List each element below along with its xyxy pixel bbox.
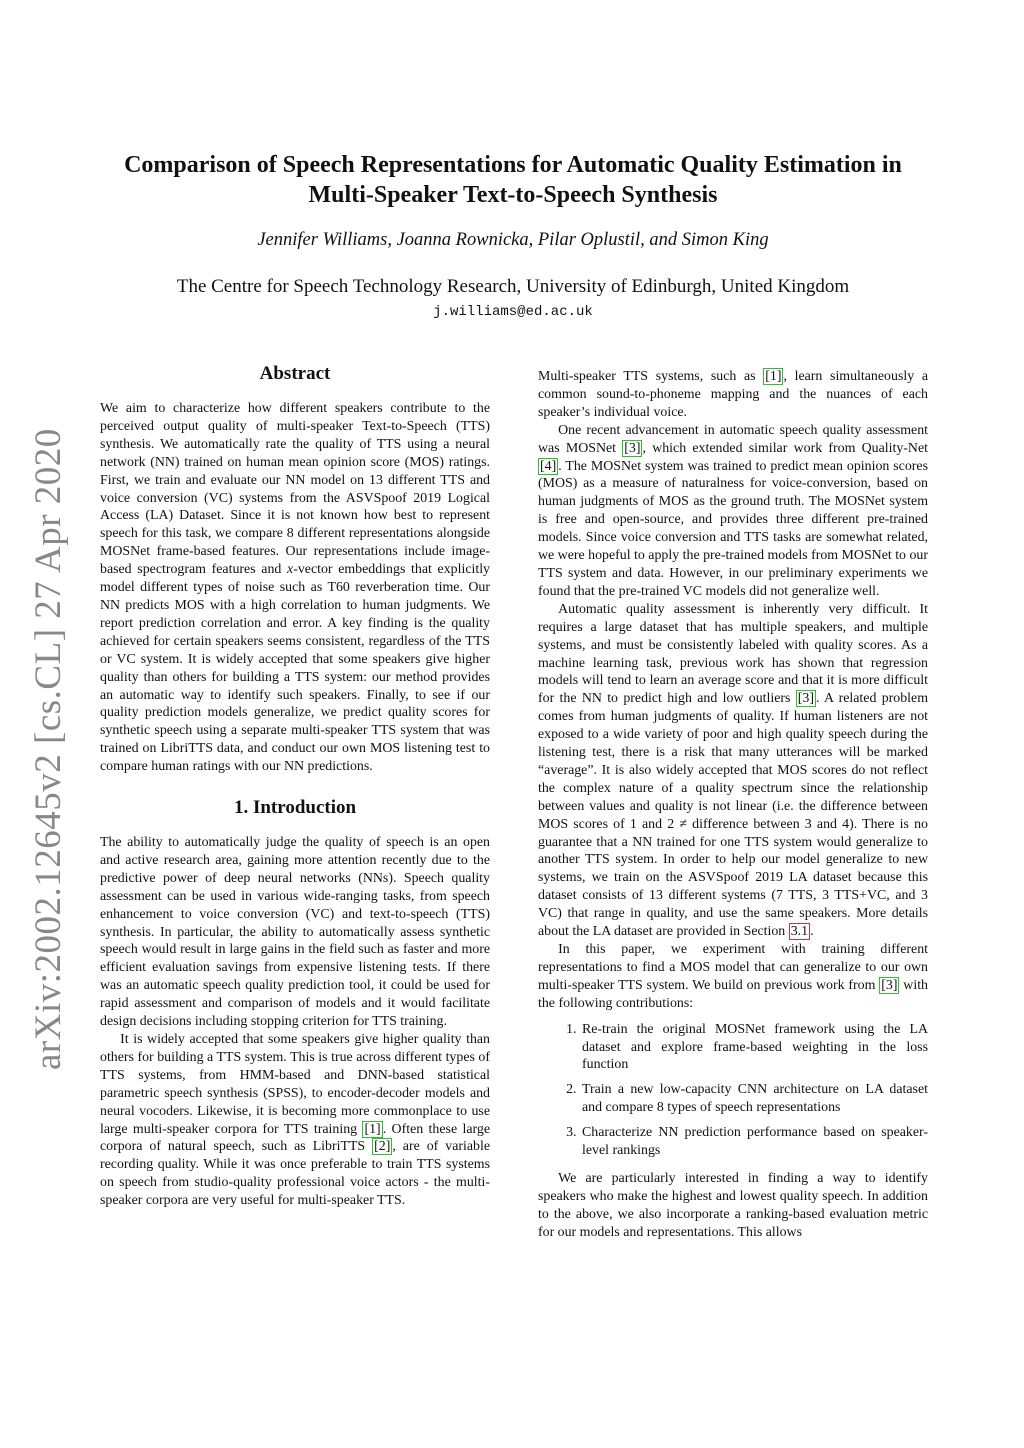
contributions-list (538, 1021, 928, 1160)
citation-link[interactable]: [3] (881, 977, 898, 993)
left-column (100, 362, 490, 1210)
arxiv-identifier: arXiv:2002.12645v2 [cs.CL] 27 Apr 2020 (28, 428, 69, 1070)
contribution-item: 2. Train a new low-capacity CNN architecture on LA dataset and compare 8 types of speech representations (580, 1081, 928, 1117)
contribution-item: 1. Re-train the original MOSNet framework using the LA dataset and explore frame-based weighting in the loss function (580, 1021, 928, 1075)
affiliation: The Centre for Speech Technology Research, University of Edinburgh, United Kingdom (176, 276, 850, 297)
intro-paragraph-3: Multi-speaker TTS systems, such as [1] , learn simultaneously a common sound-to-phoneme mapping and the nuances of each speaker’s individual voice. (538, 369, 928, 420)
introduction-heading: 1. Introduction (233, 797, 357, 819)
citation-link[interactable]: [3] (624, 440, 641, 456)
abstract-heading: Abstract (259, 363, 331, 384)
author-list: Jennifer Williams, Joanna Rownicka, Pilar Oplustil, and Simon King (257, 230, 769, 250)
intro-paragraph-1: The ability to automatically judge the quality of speech is an open and active research area, gaining more attention recently due to the predictive power of deep neural networks (NNs). Speech quality assessment can be used in various wide-ranging tasks, from speech enhancement to voice conversion (VC) and text-to-speech (TTS) synthesis. In particular, the ability to automatically assess synthetic speech would result in large gains in the field such as faster and more efficient evaluation savings from expensive listening tests. If there was an automatic speech quality prediction tool, it could be used for rapid assessment and comparison of models and it would facilitate design decisions including stopping criterion for TTS training. (100, 835, 490, 1030)
intro-paragraph-4: One recent advancement in automatic speech quality assessment was MOSNet [3] , which extended similar work from Quality-Net [4] . The MOSNet system was trained to predict mean opinion scores (MOS) as a measure of naturalness for voice-conversion, based on human judgments of MOS as the ground truth. The MOSNet system is free and open-source, and provides three different pre-trained models. Since voice conversion and TTS tasks are somewhat related, we were hopeful to apply the pre-trained models from MOSNet to our TTS system and data. However, in our preliminary experiments we found that the pre-trained VC models did not generalize well. (538, 422, 928, 599)
contribution-item: 3. Characterize NN prediction performance based on speaker-level rankings (580, 1124, 928, 1160)
contact-email: j.williams@ed.ac.uk (433, 304, 593, 320)
intro-paragraph-6: In this paper, we experiment with training different representations to find a MOS model that can generalize to our own multi-speaker TTS system. We build on previous work from [3] with the following contributions: (538, 942, 928, 1011)
intro-paragraph-2: It is widely accepted that some speakers give higher quality than others for building a TTS system. This is true across different types of TTS systems, from HMM-based and DNN-based statistical parametric speech synthesis (SPSS), to encoder-decoder models and neural vocoders. Likewise, it is becoming more commonplace to use large multi-speaker corpora for TTS training [1] . Often these large corpora of natural speech, such as LibriTTS [2] , are of variable recording quality. While it was once preferable to train TTS systems on speech from studio-quality professional voice actors - the multi-speaker corpora are very useful for multi-speaker TTS. (100, 1032, 491, 1209)
right-column (538, 368, 928, 1242)
paper-title: Comparison of Speech Representations for Automatic Quality Estimation in Multi-Speaker Text-to-Speech Synthesis (124, 152, 902, 208)
intro-paragraph-7: We are particularly interested in finding a way to identify speakers who make the highest and lowest quality speech. In addition to the above, we also incorporate a ranking-based evaluation metric for our models and representations. This allows (538, 1170, 928, 1240)
abstract-paragraph: We aim to characterize how different speakers contribute to the perceived output quality of multi-speaker Text-to-Speech (TTS) synthesis. We automatically rate the quality of TTS using a neural network (NN) trained on human mean opinion score (MOS) ratings. First, we train and evaluate our NN model on 13 different TTS and voice conversion (VC) systems from the ASVSpoof 2019 Logical Access (LA) Dataset. Since it is not known how best to represent speech for this task, we compare 8 different representations alongside MOSNet frame-based features. Our representations include image-based spectrogram features and x-vector embeddings that explicitly model different types of noise such as T60 reverberation time. Our NN predicts MOS with a high correlation to human judgments. We report prediction correlation and error. A key finding is the quality achieved for certain speakers seems consistent, regardless of the TTS or VC system. It is widely accepted that some speakers give higher quality than others for building a TTS system: our method provides an automatic way to identify such speakers. Finally, to see if our quality prediction models generalize, we predict quality scores for synthetic speech using a separate multi-speaker TTS system that was trained on LibriTTS data, and conduct our own MOS listening test to compare human ratings with our NN predictions. (100, 401, 491, 775)
citation-link[interactable]: [2] (374, 1139, 391, 1155)
citation-link[interactable]: [1] (364, 1121, 381, 1137)
intro-paragraph-5: Automatic quality assessment is inherently very difficult. It requires a large dataset that has multiple speakers, and multiple systems, and must be consistently labeled with quality scores. As a machine learning task, previous work has shown that regression models will tend to learn an average score and that it is more difficult for the NN to predict high and low outliers [3] . A related problem comes from human judgments of quality. If human listeners are not exposed to a wide variety of poor and high quality speech during the listening test, there is a risk that many utterances will be marked “average”. It is also widely accepted that MOS scores do not reflect the complex nature of a quality spectrum since the relationship between values and quality is not linear (i.e. the difference between MOS scores of 1 and 2 ≠ difference between 3 and 4). There is no guarantee that a NN trained for one TTS system would generalize to another TTS system. In order to help our model generalize to new systems, we train on the ASVSpoof 2019 LA dataset because this dataset consists of 13 different systems (7 TTS, 3 TTS+VC, and 3 VC) that range in quality, and use the same speakers. More details about the LA dataset are provided in Section 3.1 . (538, 601, 929, 940)
citation-link[interactable]: [3] (797, 691, 814, 707)
citation-link[interactable]: [1] (765, 369, 782, 384)
section-reference-link[interactable]: 3.1 (790, 924, 809, 940)
citation-link[interactable]: [4] (540, 458, 557, 474)
